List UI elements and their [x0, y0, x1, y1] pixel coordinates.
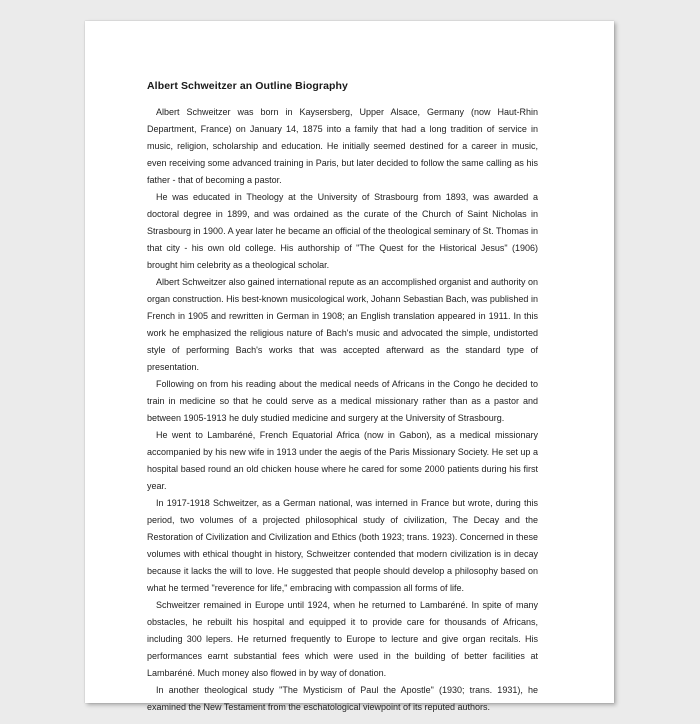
- paragraph-list: [147, 104, 538, 716]
- paragraph: In another theological study "The Mysticism of Paul the Apostle" (1930; trans. 1931), he examined the New Testament from the eschatological viewpoint of its reputed authors.: [147, 685, 538, 712]
- paragraph: He was educated in Theology at the University of Strasbourg from 1893, was awarded a doctoral degree in 1899, and was ordained as the curate of the Church of Saint Nicholas in Strasbourg in 1900. A year later he became an official of the theological seminary of St. Thomas in that city - his own old college. His authorship of "The Quest for the Historical Jesus" (1906) brought him celebrity as a theological scholar.: [147, 192, 538, 270]
- paragraph: In 1917-1918 Schweitzer, as a German national, was interned in France but wrote, during this period, two volumes of a projected philosophical study of civilization, The Decay and the Restoration of Civilization and Civilization and Ethics (both 1923; trans. 1923). Concerned in these volumes with ethical thought in history, Schweitzer contended that modern civilization is in decay because it lacks the will to love. He suggested that people should develop a philosophy based on what he termed "reverence for life," embracing with compassion all forms of life.: [147, 498, 538, 593]
- document-page: [85, 21, 614, 712]
- paragraph: Schweitzer remained in Europe until 1924, when he returned to Lambaréné. In spite of many obstacles, he rebuilt his hospital and equipped it to provide care for thousands of Africans, including 300 lepers. He returned frequently to Europe to lecture and give organ recitals. His performances earnt substantial fees which were used in the building of better facilities at Lambaréné. Much money also flowed in by way of donation.: [147, 600, 538, 678]
- paragraph: Albert Schweitzer was born in Kaysersberg, Upper Alsace, Germany (now Haut-Rhin Department, France) on January 14, 1875 into a family that had a long tradition of service in music, religion, scholarship and education. He initially seemed destined for a career in music, even receiving some advanced training in Paris, but later decided to follow the same calling as his father - that of becoming a pastor.: [147, 107, 538, 185]
- page-title: Albert Schweitzer an Outline Biography: [147, 80, 348, 92]
- document-text-body: [147, 80, 538, 716]
- paragraph: Albert Schweitzer also gained international repute as an accomplished organist and authority on organ construction. His best-known musicological work, Johann Sebastian Bach, was published in French in 1905 and rewritten in German in 1908; an English translation appeared in 1911. In this work he emphasized the religious nature of Bach's music and advocated the simple, undistorted style of performing Bach's works that was accepted afterward as the standard type of presentation.: [147, 277, 538, 372]
- paragraph: He went to Lambaréné, French Equatorial Africa (now in Gabon), as a medical missionary accompanied by his new wife in 1913 under the aegis of the Paris Missionary Society. He set up a hospital based round an old chicken house where he cared for some 2000 patients during his first year.: [147, 430, 538, 491]
- paragraph: Following on from his reading about the medical needs of Africans in the Congo he decided to train in medicine so that he could serve as a medical missionary rather than as a pastor and between 1905-1913 he duly studied medicine and surgery at the University of Strasbourg.: [147, 379, 538, 423]
